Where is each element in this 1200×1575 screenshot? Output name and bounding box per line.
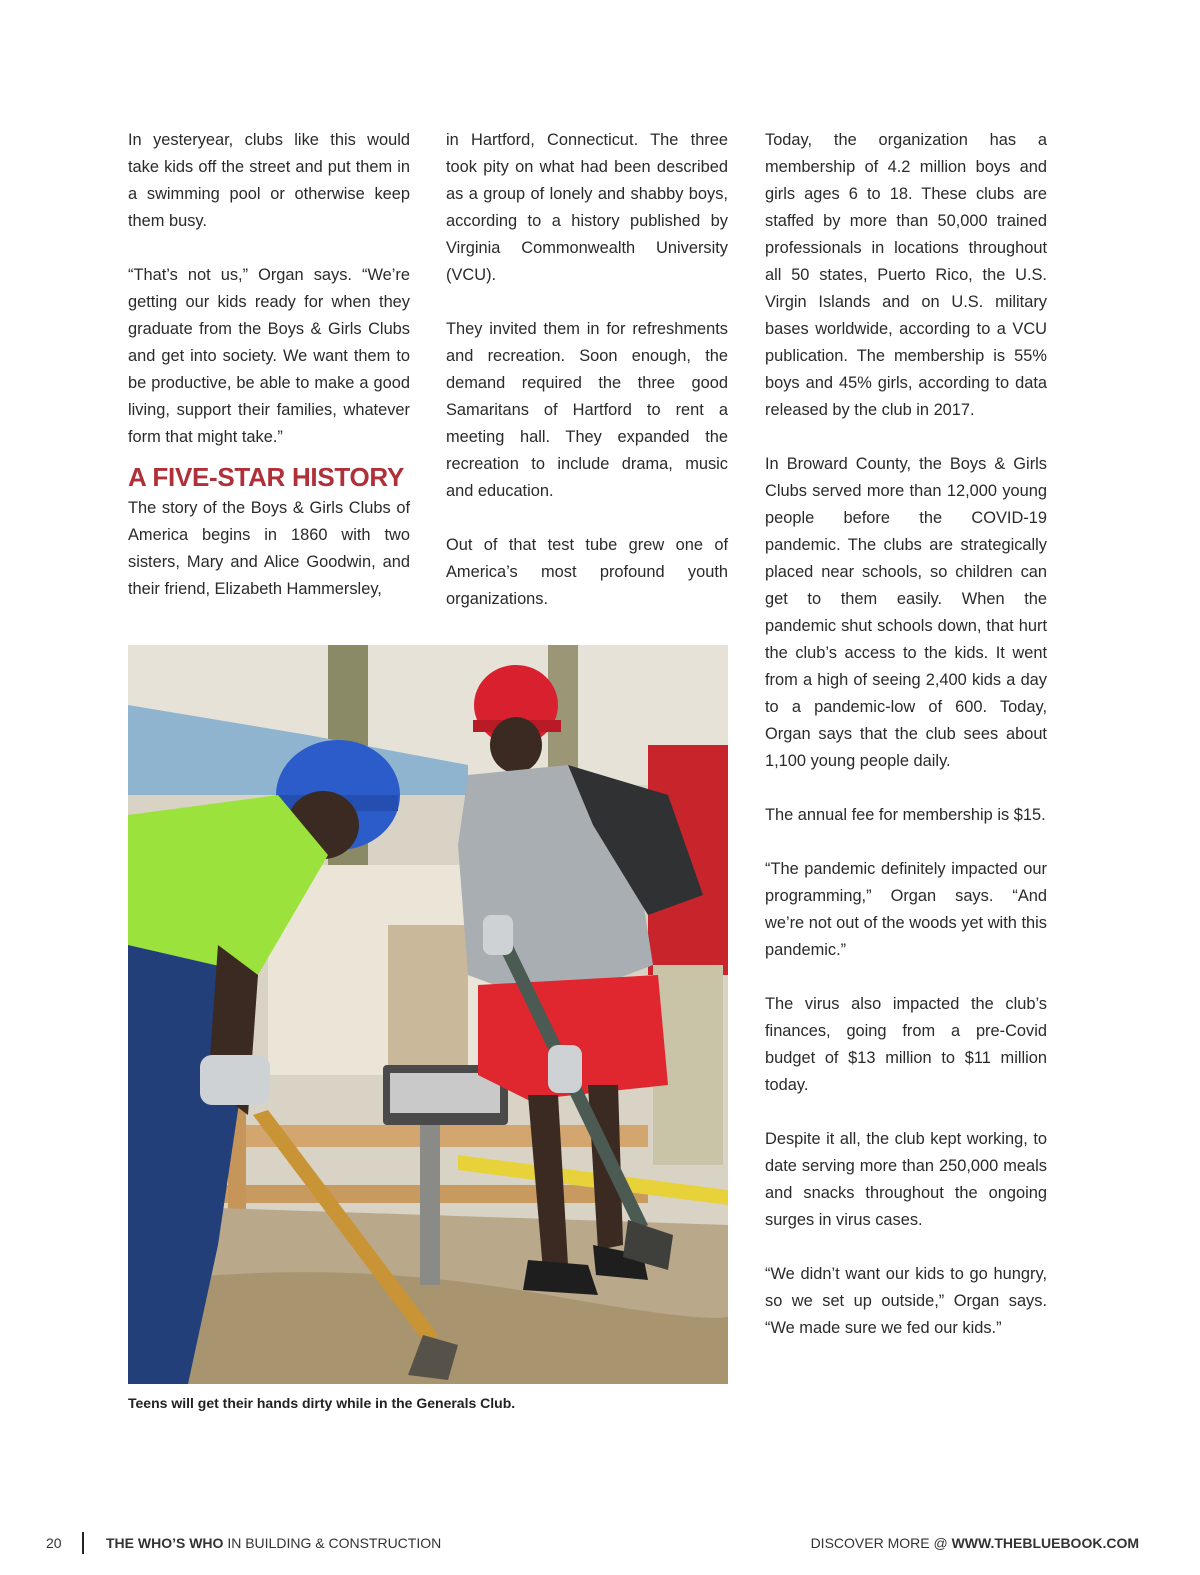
article-column-1	[128, 127, 410, 603]
construction-photo	[128, 645, 728, 1384]
section-heading: A FIVE-STAR HISTORY	[128, 462, 404, 492]
paragraph: The annual fee for membership is $15.	[765, 806, 1046, 824]
paragraph: “That’s not us,” Organ says. “We’re getting our kids ready for when they graduate from the Boys & Girls Clubs and get into society. We want them to be productive, be able to make a good living, support their families, whatever form that might take.”	[128, 266, 410, 446]
teens-digging-illustration	[128, 645, 728, 1384]
discover-more	[811, 1535, 1139, 1551]
article-column-3	[765, 127, 1047, 1342]
article-column-2	[446, 127, 728, 613]
paragraph: “We didn’t want our kids to go hungry, so we set up outside,” Organ says. “We made sure we fed our kids.”	[765, 1265, 1047, 1337]
page-footer	[0, 1535, 1200, 1555]
paragraph: “The pandemic definitely impacted our programming,” Organ says. “And we’re not out of the woods yet with this pandemic.”	[765, 860, 1047, 959]
paragraph: In yesteryear, clubs like this would take kids off the street and put them in a swimming pool or otherwise keep them busy.	[128, 131, 410, 230]
paragraph: Out of that test tube grew one of America’s most profound youth organizations.	[446, 536, 728, 608]
publication-name-bold: THE WHO’S WHO	[106, 1535, 224, 1551]
paragraph: Despite it all, the club kept working, to date serving more than 250,000 meals and snacks throughout the ongoing surges in virus cases.	[765, 1130, 1047, 1229]
paragraph: The story of the Boys & Girls Clubs of America begins in 1860 with two sisters, Mary and Alice Goodwin, and their friend, Elizabeth Hammersley,	[128, 499, 410, 598]
website-link[interactable]: WWW.THEBLUEBOOK.COM	[951, 1535, 1139, 1551]
publication-name-rest: IN BUILDING & CONSTRUCTION	[223, 1535, 442, 1551]
page-number: 20	[46, 1535, 62, 1551]
footer-divider	[82, 1532, 84, 1554]
paragraph: Today, the organization has a membership of 4.2 million boys and girls ages 6 to 18. These clubs are staffed by more than 50,000 trained professionals in locations throughout all 50 states, Puerto Rico, the U.S. Virgin Islands and on U.S. military bases worldwide, according to a VCU publication. The membership is 55% boys and 45% girls, according to data released by the club in 2017.	[765, 131, 1047, 419]
paragraph: The virus also impacted the club’s finances, going from a pre-Covid budget of $13 million to $11 million today.	[765, 995, 1047, 1094]
paragraph: In Broward County, the Boys & Girls Clubs served more than 12,000 young people before the COVID-19 pandemic. The clubs are strategically placed near schools, so children can get to them easily. When the pandemic shut schools down, that hurt the club’s access to the kids. It went from a high of seeing 2,400 kids a day to a pandemic-low of 600. Today, Organ says that the club sees about 1,100 young people daily.	[765, 455, 1047, 770]
paragraph: They invited them in for refreshments and recreation. Soon enough, the demand required the three good Samaritans of Hartford to rent a meeting hall. They expanded the recreation to include drama, music and education.	[446, 320, 728, 500]
discover-prefix: DISCOVER MORE @	[810, 1535, 952, 1551]
publication-name	[106, 1535, 441, 1551]
photo-caption: Teens will get their hands dirty while in the Generals Club.	[128, 1395, 516, 1411]
paragraph: in Hartford, Connecticut. The three took pity on what had been described as a group of lonely and shabby boys, according to a history published by Virginia Commonwealth University (VCU).	[446, 131, 728, 284]
